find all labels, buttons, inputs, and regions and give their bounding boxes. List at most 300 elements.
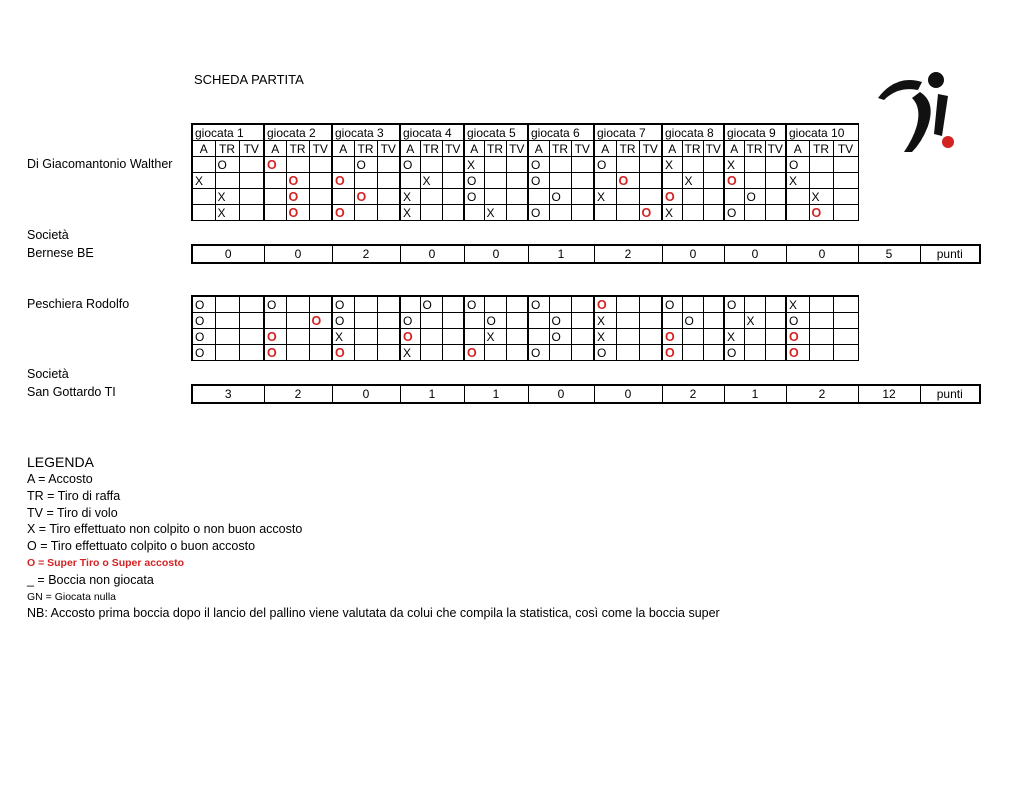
throw-cell [833,313,858,329]
game-score: 2 [332,245,400,263]
legend-note: NB: Accosto prima boccia dopo il lancio del pallino viene valutata da colui che compila la statistica, così come la boccia super [27,606,720,621]
game-score: 2 [264,385,332,403]
subcol-header: TV [309,141,332,157]
throw-cell: O [354,157,377,173]
throw-cell [594,205,616,221]
throw-cell [703,157,724,173]
throw-cell [682,157,703,173]
subcol-header: TR [484,141,506,157]
throw-cell [571,157,594,173]
throw-cell [662,345,682,361]
super-mark: O [335,173,345,188]
throw-cell [639,157,662,173]
throw-cell [703,329,724,345]
throw-cell: O [420,296,442,313]
throw-cell: O [594,345,616,361]
throw-cell: X [420,173,442,189]
throw-cell [682,189,703,205]
throw-cell [662,189,682,205]
throw-cell [594,296,616,313]
throws-grid [191,123,859,221]
game-score: 0 [192,245,264,263]
throw-cell: O [192,296,215,313]
super-mark: O [267,345,277,360]
throw-cell [506,345,528,361]
throw-cell [639,345,662,361]
throw-cell [286,205,309,221]
throw-cell [506,313,528,329]
throw-cell [286,329,309,345]
throw-cell: O [786,313,809,329]
subcol-header: A [528,141,549,157]
throw-cell [549,345,571,361]
game-score: 0 [400,245,464,263]
super-mark: O [335,345,345,360]
legend-item: TR = Tiro di raffa [27,488,121,503]
subcol-header: TR [809,141,833,157]
throw-cell: X [786,173,809,189]
throw-cell [420,329,442,345]
subcol-header: TV [833,141,858,157]
throw-cell [703,345,724,361]
throw-cell [264,189,286,205]
game-score: 1 [528,245,594,263]
throw-cell: X [400,205,420,221]
punti-label: punti [920,385,980,403]
throw-cell [264,345,286,361]
throw-cell [703,189,724,205]
throw-cell: X [192,173,215,189]
throw-cell [639,329,662,345]
throw-cell [616,173,639,189]
subcol-header: TV [765,141,786,157]
throw-cell: O [215,157,239,173]
legend-item: _ = Boccia non giocata [27,572,154,587]
throw-cell [377,296,400,313]
super-mark: O [467,345,477,360]
throw-cell [616,296,639,313]
bocce-player-logo-icon [876,68,966,154]
throw-cell [332,345,354,361]
throw-cell [662,329,682,345]
game-score: 3 [192,385,264,403]
game-header: giocata 3 [332,124,400,141]
throw-cell [332,157,354,173]
game-score: 1 [464,385,528,403]
super-mark: O [288,205,299,220]
throw-cell [744,157,765,173]
throw-cell [528,329,549,345]
throw-cell [354,345,377,361]
throw-cell [264,157,286,173]
super-mark: O [335,205,345,220]
throw-cell [662,313,682,329]
throw-cell [354,313,377,329]
throw-cell [239,189,264,205]
throw-cell [442,189,464,205]
throw-cell [809,205,833,221]
throw-cell [506,205,528,221]
throw-cell [639,313,662,329]
throw-cell [809,173,833,189]
throw-cell [549,173,571,189]
subcol-header: A [400,141,420,157]
player-name: Peschiera Rodolfo [27,297,130,311]
throw-cell [215,296,239,313]
throw-cell [484,173,506,189]
game-header: giocata 7 [594,124,662,141]
game-score: 0 [464,245,528,263]
throw-cell: X [484,329,506,345]
throw-cell [239,329,264,345]
societa-label: Società [27,228,69,242]
throw-cell [309,345,332,361]
throw-cell [377,157,400,173]
subcol-header: TV [571,141,594,157]
legend-item: A = Accosto [27,472,93,486]
game-score: 2 [594,245,662,263]
subcol-header: A [786,141,809,157]
throw-cell [442,205,464,221]
throw-cell: X [594,189,616,205]
subcol-header: TV [703,141,724,157]
game-score: 0 [724,245,786,263]
throw-cell [309,329,332,345]
super-mark: O [288,173,299,188]
throw-cell: O [549,329,571,345]
game-score: 0 [594,385,662,403]
throw-cell [549,296,571,313]
throw-cell: X [724,157,744,173]
total-score: 12 [858,385,920,403]
total-score: 5 [858,245,920,263]
throw-cell [809,345,833,361]
throw-cell: O [744,189,765,205]
throw-cell: O [464,296,484,313]
throw-cell [549,157,571,173]
throw-cell [400,173,420,189]
throw-cell: O [464,173,484,189]
subcol-header: A [192,141,215,157]
throw-cell: X [662,205,682,221]
subcol-header: TV [506,141,528,157]
throw-cell: O [332,313,354,329]
throw-cell [571,205,594,221]
throw-cell [724,173,744,189]
throw-cell [192,157,215,173]
throw-cell [239,313,264,329]
throw-cell [833,205,858,221]
throw-cell [682,296,703,313]
throw-cell [703,173,724,189]
throw-cell [286,173,309,189]
throw-cell [377,205,400,221]
throw-cell [377,345,400,361]
throw-cell [506,173,528,189]
throw-cell [833,189,858,205]
throw-cell: O [528,296,549,313]
throw-cell [571,189,594,205]
legend-item: X = Tiro effettuato non colpito o non buon accosto [27,522,303,537]
game-header: giocata 4 [400,124,464,141]
throw-cell [528,313,549,329]
societa-label: Società [27,367,69,381]
super-mark: O [811,205,822,220]
throw-cell: O [484,313,506,329]
game-header: giocata 10 [786,124,858,141]
game-score: 2 [662,385,724,403]
throw-cell [506,296,528,313]
throw-cell [765,296,786,313]
game-score: 0 [662,245,724,263]
super-mark: O [267,329,277,344]
throw-cell [420,205,442,221]
throw-cell [354,205,377,221]
throw-cell [286,189,309,205]
throw-cell [506,189,528,205]
game-score: 0 [332,385,400,403]
game-header: giocata 5 [464,124,528,141]
throw-cell [377,313,400,329]
throw-cell [442,345,464,361]
subcol-header: TV [639,141,662,157]
subcol-header: A [594,141,616,157]
throw-cell [354,329,377,345]
throw-cell [309,189,332,205]
throw-cell [239,157,264,173]
throw-cell: O [528,205,549,221]
throw-cell [506,329,528,345]
throw-cell [354,189,377,205]
throw-cell: O [594,157,616,173]
throw-cell: X [594,329,616,345]
subcol-header: A [464,141,484,157]
throw-cell [765,345,786,361]
throw-cell [400,329,420,345]
throw-cell [286,157,309,173]
legend-item: O = Tiro effettuato colpito o buon accosto [27,539,256,554]
throw-cell [786,329,809,345]
throw-cell [765,173,786,189]
throw-cell: X [215,189,239,205]
throw-cell [703,313,724,329]
throw-cell [765,157,786,173]
game-header: giocata 8 [662,124,724,141]
throw-cell: X [484,205,506,221]
throw-cell [662,173,682,189]
throw-cell [332,189,354,205]
throw-cell [264,329,286,345]
throw-cell [354,296,377,313]
throw-cell: O [400,313,420,329]
legend-title: LEGENDA [27,454,94,470]
throw-cell [239,296,264,313]
throw-cell [309,157,332,173]
throw-cell [309,296,332,313]
throw-cell [809,157,833,173]
throw-cell [377,329,400,345]
game-score: 1 [400,385,464,403]
throw-cell: O [464,189,484,205]
throw-cell [616,189,639,205]
throw-cell: O [192,313,215,329]
throw-cell: O [528,345,549,361]
super-mark: O [597,297,607,312]
throw-cell [528,189,549,205]
throw-cell [215,173,239,189]
throw-cell [264,173,286,189]
throw-cell [239,205,264,221]
subcol-header: TV [377,141,400,157]
throw-cell [309,205,332,221]
game-score: 0 [786,245,858,263]
throw-cell: X [594,313,616,329]
throw-cell [703,205,724,221]
throw-cell [682,345,703,361]
throws-grid [191,295,859,361]
subcol-header: A [264,141,286,157]
super-mark: O [311,313,322,328]
throw-cell [786,189,809,205]
throw-cell [809,329,833,345]
throw-cell [239,345,264,361]
throw-cell [239,173,264,189]
throw-cell: O [192,345,215,361]
super-mark: O [618,173,629,188]
throw-cell [464,329,484,345]
throw-cell [484,189,506,205]
throw-cell [833,157,858,173]
throw-cell: O [724,205,744,221]
legend-item: TV = Tiro di volo [27,505,118,520]
throw-cell [484,345,506,361]
throw-cell: X [744,313,765,329]
throw-cell [377,189,400,205]
throw-cell [786,205,809,221]
subcol-header: TR [682,141,703,157]
throw-cell [215,313,239,329]
throw-cell [442,157,464,173]
throw-cell [484,296,506,313]
subcol-header: A [332,141,354,157]
subcol-header: TR [420,141,442,157]
throw-cell [420,189,442,205]
throw-cell [264,205,286,221]
throw-cell [192,205,215,221]
throw-cell [464,205,484,221]
throw-cell [442,313,464,329]
game-score: 0 [528,385,594,403]
throw-cell: X [464,157,484,173]
throw-cell [571,329,594,345]
throw-cell [765,313,786,329]
throw-cell [309,173,332,189]
throw-cell [286,313,309,329]
throw-cell [682,205,703,221]
throw-cell [744,329,765,345]
throw-cell [744,296,765,313]
throw-cell [215,345,239,361]
throw-cell [286,296,309,313]
subcol-header: TR [744,141,765,157]
throw-cell [506,157,528,173]
subcol-header: A [724,141,744,157]
throw-cell [724,313,744,329]
throw-cell [442,173,464,189]
super-mark: O [288,189,299,204]
societa-name: San Gottardo TI [27,385,116,399]
throw-cell: O [549,189,571,205]
throw-cell [616,313,639,329]
throw-cell [354,173,377,189]
game-score: 1 [724,385,786,403]
legend [27,453,720,622]
throw-cell [639,173,662,189]
game-score: 0 [264,245,332,263]
throw-cell: X [400,345,420,361]
throw-cell [744,205,765,221]
throw-cell: O [192,329,215,345]
subcol-header: TV [442,141,464,157]
subcol-header: TR [215,141,239,157]
throw-cell [420,345,442,361]
throw-cell: O [549,313,571,329]
throw-cell: X [809,189,833,205]
throw-cell [420,313,442,329]
throw-cell [420,157,442,173]
super-mark: O [267,157,277,172]
legend-item-super: O = Super Tiro o Super accosto [27,556,185,569]
throw-cell [549,205,571,221]
throw-cell [744,345,765,361]
throw-cell [639,296,662,313]
throw-cell [809,296,833,313]
throw-cell [332,205,354,221]
super-mark: O [727,173,737,188]
throw-cell: O [264,296,286,313]
throw-cell [616,205,639,221]
throw-cell: O [528,157,549,173]
throw-cell: X [786,296,809,313]
throw-cell [703,296,724,313]
throw-cell [400,296,420,313]
throw-cell [442,296,464,313]
throw-cell: X [332,329,354,345]
throw-cell [571,345,594,361]
throw-cell [682,329,703,345]
subcol-header: TR [354,141,377,157]
throw-cell: X [682,173,703,189]
throw-cell [309,313,332,329]
throw-cell [616,157,639,173]
throw-cell [833,296,858,313]
throw-cell: O [786,157,809,173]
punti-label: punti [920,245,980,263]
throw-cell: X [400,189,420,205]
subcol-header: TR [286,141,309,157]
throw-cell [377,173,400,189]
super-mark: O [665,329,675,344]
throw-cell: O [724,296,744,313]
throw-cell [786,345,809,361]
subcol-header: TR [616,141,639,157]
throw-cell [765,329,786,345]
game-header: giocata 9 [724,124,786,141]
throw-cell [442,329,464,345]
throw-cell: X [724,329,744,345]
game-header: giocata 1 [192,124,264,141]
throw-cell [571,296,594,313]
